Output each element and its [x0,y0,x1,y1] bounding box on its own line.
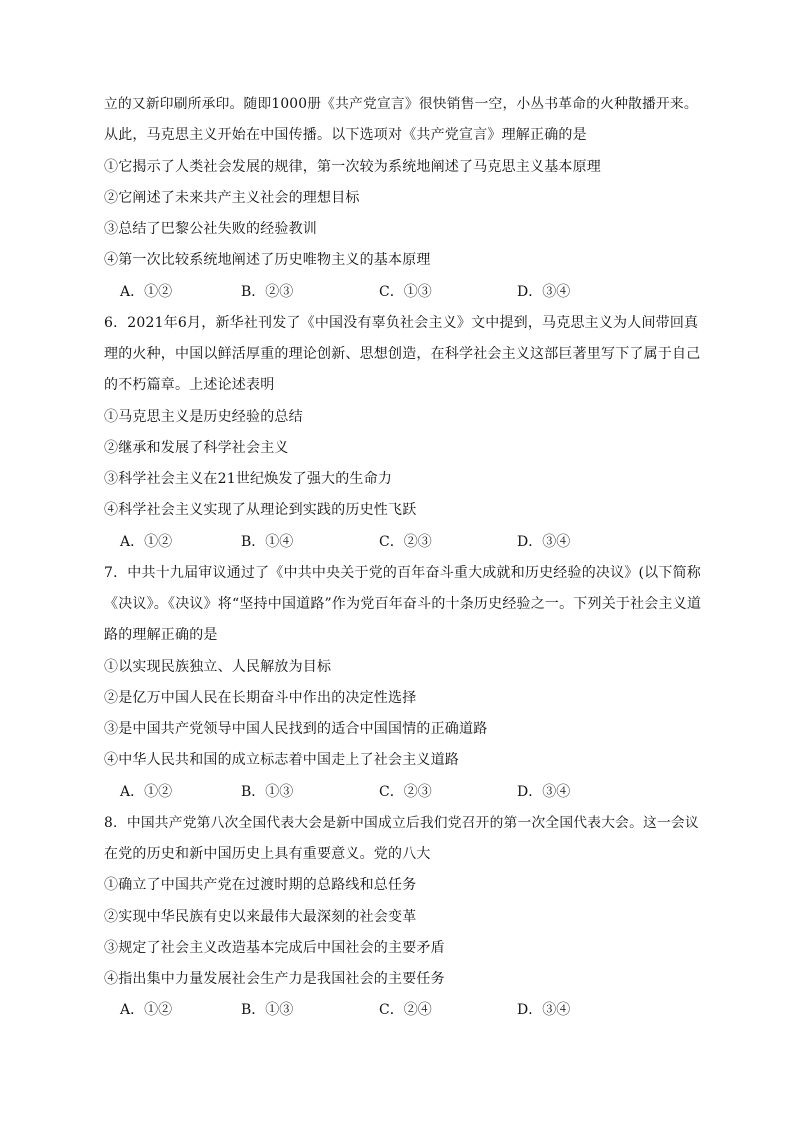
q8-stem-line-1: 8．中国共产党第八次全国代表大会是新中国成立后我们党召开的第一次全国代表大会。这一会议 [104,815,699,831]
q6-option-b[interactable]: B．①④ [241,534,294,550]
q5-option-d[interactable]: D．③④ [517,284,571,300]
q8-option-b[interactable]: B．①③ [241,1002,294,1018]
q6-option-d[interactable]: D．③④ [517,534,571,550]
q7-stem-line-2: 《决议》。《决议》将“坚持中国道路”作为党百年奋斗的十条历史经验之一。下列关于社会主义道 [104,596,702,612]
q8-statement-4: ④指出集中力量发展社会生产力是我国社会的主要任务 [104,971,445,987]
q6-statement-3: ③科学社会主义在21世纪焕发了强大的生命力 [104,471,393,487]
q5-statement-1: ①它揭示了人类社会发展的规律，第一次较为系统地阐述了马克思主义基本原理 [104,159,601,175]
q5-statement-2: ②它阐述了未来共产主义社会的理想目标 [104,190,360,206]
q5-statement-3: ③总结了巴黎公社失败的经验教训 [104,221,317,237]
q5-option-b[interactable]: B．②③ [241,284,294,300]
q6-option-a[interactable]: A．①② [120,534,173,550]
q8-statement-1: ①确立了中国共产党在过渡时期的总路线和总任务 [104,877,417,893]
q8-statement-3: ③规定了社会主义改造基本完成后中国社会的主要矛盾 [104,940,445,956]
q8-statement-2: ②实现中华民族有史以来最伟大最深刻的社会变革 [104,909,417,925]
q7-statement-3: ③是中国共产党领导中国人民找到的适合中国国情的正确道路 [104,721,488,737]
q6-stem-line-1: 6．2021年6月，新华社刊发了《中国没有辜负社会主义》文中提到，马克思主义为人间带回真 [104,315,699,331]
q6-stem-line-3: 的不朽篇章。上述论述表明 [104,377,275,393]
q5-option-c[interactable]: C．①③ [379,284,432,300]
q6-statement-4: ④科学社会主义实现了从理论到实践的历史性飞跃 [104,502,417,518]
q6-option-c[interactable]: C．②③ [379,534,432,550]
q5-statement-4: ④第一次比较系统地阐述了历史唯物主义的基本原理 [104,252,431,268]
q7-option-a[interactable]: A．①② [120,784,173,800]
q7-option-c[interactable]: C．②③ [379,784,432,800]
q5-stem-line-1: 立的又新印刷所承印。随即1000册《共产党宣言》很快销售一空，小丛书革命的火种散播开来。 [104,96,698,112]
q8-option-d[interactable]: D．③④ [517,1002,571,1018]
q7-statement-2: ②是亿万中国人民在长期奋斗中作出的决定性选择 [104,690,417,706]
q6-statement-2: ②继承和发展了科学社会主义 [104,440,289,456]
q7-statement-4: ④中华人民共和国的成立标志着中国走上了社会主义道路 [104,752,459,768]
q8-stem-line-2: 在党的历史和新中国历史上具有重要意义。党的八大 [104,846,431,862]
q6-stem-line-2: 理的火种，中国以鲜活厚重的理论创新、思想创造，在科学社会主义这部巨著里写下了属于自己 [104,346,701,362]
q5-stem-line-2: 从此，马克思主义开始在中国传播。以下选项对《共产党宣言》理解正确的是 [104,127,587,143]
q7-option-b[interactable]: B．①③ [241,784,294,800]
q8-option-a[interactable]: A．①② [120,1002,173,1018]
q7-stem-line-1: 7．中共十九届审议通过了《中共中央关于党的百年奋斗重大成就和历史经验的决议》(以下简称 [104,565,701,581]
q6-statement-1: ①马克思主义是历史经验的总结 [104,409,303,425]
q7-statement-1: ①以实现民族独立、人民解放为目标 [104,659,332,675]
q5-option-a[interactable]: A．①② [120,284,173,300]
q8-option-c[interactable]: C．②④ [379,1002,432,1018]
q7-stem-line-3: 路的理解正确的是 [104,627,218,643]
q7-option-d[interactable]: D．③④ [517,784,571,800]
